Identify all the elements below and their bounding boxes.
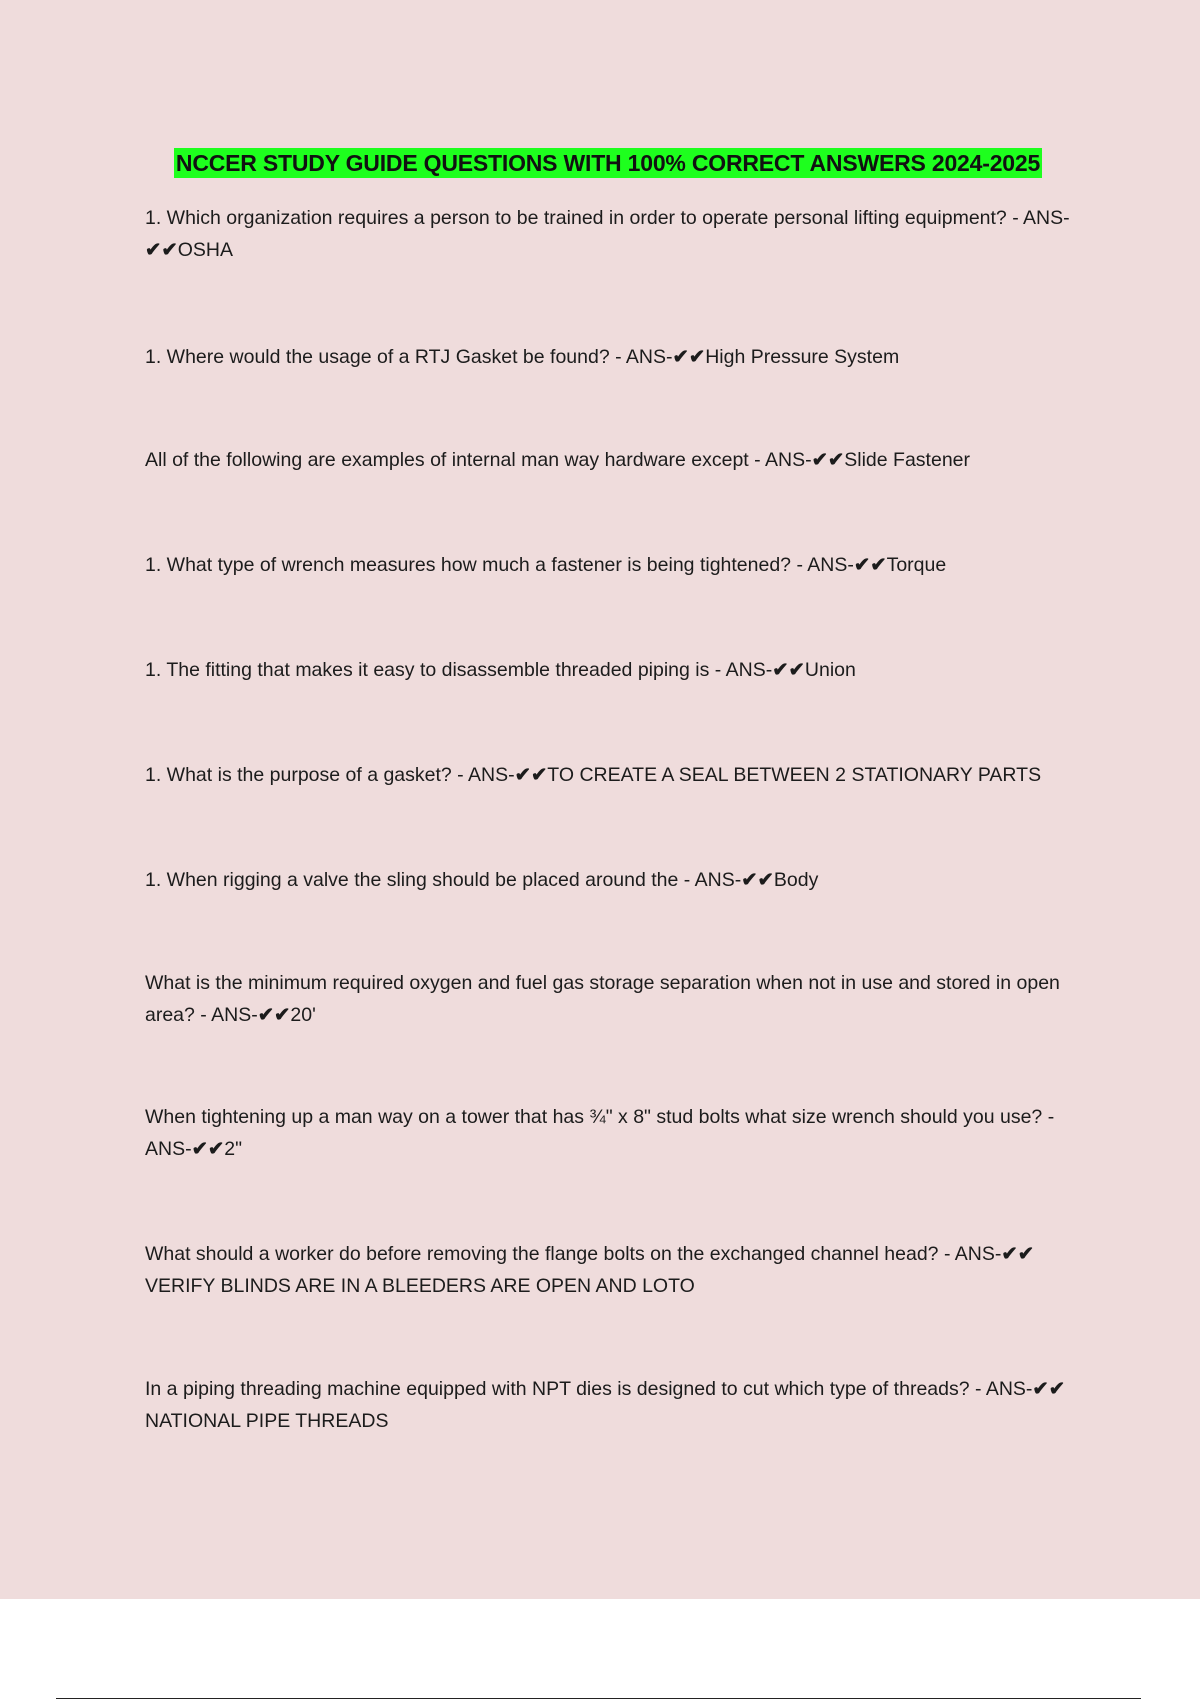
question-text: 1. Where would the usage of a RTJ Gasket be found? - ANS- — [145, 346, 673, 368]
title-container — [0, 148, 1200, 178]
qa-item-10 — [145, 1238, 1085, 1302]
qa-item-2 — [145, 341, 1085, 373]
qa-item-3 — [145, 444, 1085, 476]
footer-divider — [56, 1698, 1141, 1699]
checkmark-icon: ✔✔ — [853, 554, 887, 576]
question-text: What should a worker do before removing the flange bolts on the exchanged channel head? - ANS- — [145, 1243, 1002, 1265]
qa-item-6 — [145, 759, 1085, 791]
qa-item-4 — [145, 549, 1085, 581]
checkmark-icon: ✔✔ — [1032, 1378, 1066, 1400]
question-text: 1. What is the purpose of a gasket? - ANS- — [145, 764, 515, 786]
answer-text: NATIONAL PIPE THREADS — [145, 1410, 389, 1432]
question-text: When tightening up a man way on a tower that has ¾" x 8" stud bolts what size wrench should you use? - ANS- — [145, 1106, 1055, 1160]
answer-text: High Pressure System — [705, 346, 900, 368]
checkmark-icon: ✔✔ — [191, 1138, 225, 1160]
question-text: In a piping threading machine equipped with NPT dies is designed to cut which type of threads? - ANS- — [145, 1378, 1033, 1400]
question-text: All of the following are examples of internal man way hardware except - ANS- — [145, 449, 812, 471]
answer-text: Union — [804, 659, 856, 681]
answer-text: TO CREATE A SEAL BETWEEN 2 STATIONARY PARTS — [547, 764, 1042, 786]
answer-text: Body — [773, 869, 819, 891]
answer-text: 2" — [224, 1138, 243, 1160]
checkmark-icon: ✔✔ — [1001, 1243, 1035, 1265]
checkmark-icon: ✔✔ — [772, 659, 805, 681]
answer-text: OSHA — [177, 239, 233, 261]
checkmark-icon: ✔✔ — [514, 764, 548, 786]
qa-item-8 — [145, 967, 1085, 1031]
question-text: 1. When rigging a valve the sling should be placed around the - ANS- — [145, 869, 742, 891]
question-text: 1. What type of wrench measures how much a fastener is being tightened? - ANS- — [145, 554, 854, 576]
checkmark-icon: ✔✔ — [811, 449, 845, 471]
answer-text: Slide Fastener — [844, 449, 970, 471]
qa-item-1 — [145, 202, 1085, 266]
checkmark-icon: ✔✔ — [672, 346, 706, 368]
question-text: 1. Which organization requires a person to be trained in order to operate personal lifting equipment? - ANS- — [145, 207, 1070, 229]
answer-text: 20' — [290, 1004, 316, 1026]
question-text: What is the minimum required oxygen and fuel gas storage separation when not in use and stored in open area? - ANS- — [145, 972, 1060, 1026]
answer-text: VERIFY BLINDS ARE IN A BLEEDERS ARE OPEN AND LOTO — [145, 1275, 695, 1297]
answer-text: Torque — [886, 554, 947, 576]
checkmark-icon: ✔✔ — [257, 1004, 291, 1026]
qa-item-9 — [145, 1101, 1085, 1165]
document-title: NCCER STUDY GUIDE QUESTIONS WITH 100% CORRECT ANSWERS 2024-2025 — [175, 150, 1041, 176]
question-text: 1. The fitting that makes it easy to disassemble threaded piping is - ANS- — [145, 659, 773, 681]
qa-item-11 — [145, 1373, 1085, 1437]
checkmark-icon: ✔✔ — [145, 239, 178, 261]
qa-item-5 — [145, 654, 1085, 686]
checkmark-icon: ✔✔ — [741, 869, 774, 891]
qa-item-7 — [145, 864, 1085, 896]
